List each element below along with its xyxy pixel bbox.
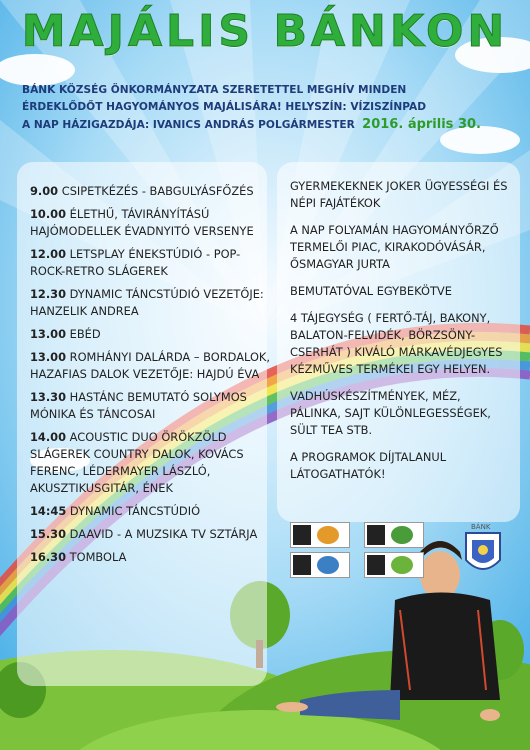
schedule-time: 16.30 <box>30 550 67 564</box>
schedule-item <box>30 549 270 566</box>
info-paragraph: BEMUTATÓVAL EGYBEKÖTVE <box>290 284 452 298</box>
bank-crest <box>466 533 500 569</box>
partner-logo <box>290 522 350 548</box>
schedule-text: ACOUSTIC DUO ÖRÖKZÖLD SLÁGEREK COUNTRY DALOK, KOVÁCS FERENC, LÉDERMAYER LÁSZLÓ, AKUSZTIKUSGITÁR, ÉNEK <box>30 430 244 495</box>
schedule-item <box>30 286 270 320</box>
schedule-text: TOMBOLA <box>69 550 127 564</box>
intro-line-1: BÁNK KÖZSÉG ÖNKORMÁNYZATA SZERETETTEL MEGHÍV MINDEN <box>22 84 407 96</box>
schedule-text: ÉLETHŰ, TÁVIRÁNYÍTÁSÚ HAJÓMODELLEK ÉVADNYITÓ VERSENYE <box>30 207 254 238</box>
schedule-time: 13.00 <box>30 350 67 364</box>
intro-line-2: ÉRDEKLŐDŐT HAGYOMÁNYOS MAJÁLISÁRA! HELYSZÍN: VÍZISZÍNPAD <box>22 101 427 113</box>
schedule-time: 12.30 <box>30 287 67 301</box>
host-text: A NAP HÁZIGAZDÁJA: IVANICS ANDRÁS POLGÁRMESTER <box>22 119 355 131</box>
schedule-text: EBÉD <box>69 327 101 341</box>
schedule-text: LETSPLAY ÉNEKSTÚDIÓ - POP-ROCK-RETRO SLÁGEREK <box>30 247 241 278</box>
partner-logo <box>364 522 424 548</box>
schedule-text: DYNAMIC TÁNCSTÚDIÓ VEZETŐJE: HANZELIK ANDREA <box>30 287 264 318</box>
page-title: MAJÁLIS BÁNKON <box>21 6 509 57</box>
schedule-time: 14.00 <box>30 430 67 444</box>
info-paragraph: 4 TÁJEGYSÉG ( FERTŐ-TÁJ, BAKONY, BALATON-FELVIDÉK, BÖRZSÖNY-CSERHÁT ) KIVÁLÓ MÁRKAVÉDJEGYES KÉZMŰVES TERMÉKEI EGY HELYEN. <box>290 311 503 376</box>
schedule-item <box>30 326 270 343</box>
schedule-time: 13.00 <box>30 327 67 341</box>
partner-logo <box>364 552 424 578</box>
schedule-time: 12.00 <box>30 247 67 261</box>
schedule-item <box>30 183 270 200</box>
schedule-time: 15.30 <box>30 527 67 541</box>
schedule-text: CSIPETKÉZÉS - BABGULYÁSFŐZÉS <box>61 184 254 198</box>
info-paragraph: VADHÚSKÉSZÍTMÉNYEK, MÉZ, PÁLINKA, SAJT KÜLÖNLEGESSÉGEK, SÜLT TEA STB. <box>290 389 491 437</box>
schedule-text: HASTÁNC BEMUTATÓ SOLYMOS MÓNIKA ÉS TÁNCOSAI <box>30 390 247 421</box>
schedule-time: 9.00 <box>30 184 59 198</box>
schedule-time: 10.00 <box>30 207 67 221</box>
schedule-item <box>30 503 270 520</box>
info-list <box>290 178 515 493</box>
event-date: 2016. április 30. <box>362 117 481 132</box>
schedule-time: 13.30 <box>30 390 67 404</box>
invitation-text <box>22 82 512 134</box>
intro-line-3 <box>22 116 512 134</box>
partner-logos <box>290 522 430 577</box>
schedule-text: ROMHÁNYI DALÁRDA – BORDALOK, HAZAFIAS DALOK VEZETŐJE: HAJDÚ ÉVA <box>30 350 271 381</box>
schedule-list <box>30 183 270 572</box>
schedule-item <box>30 246 270 280</box>
schedule-item <box>30 389 270 423</box>
schedule-time: 14:45 <box>30 504 67 518</box>
schedule-item <box>30 429 270 497</box>
schedule-text: DAAVID - A MUZSIKA TV SZTÁRJA <box>69 527 258 541</box>
info-paragraph: GYERMEKEKNEK JOKER ÜGYESSÉGI ÉS NÉPI FAJÁTÉKOK <box>290 179 508 210</box>
schedule-text: DYNAMIC TÁNCSTÚDIÓ <box>69 504 201 518</box>
crest-label: BÁNK <box>471 523 491 531</box>
schedule-item <box>30 349 270 383</box>
info-paragraph: A NAP FOLYAMÁN HAGYOMÁNYŐRZŐ TERMELŐI PIAC, KIRAKODÓVÁSÁR, ŐSMAGYAR JURTA <box>290 223 499 271</box>
schedule-item <box>30 526 270 543</box>
info-paragraph: A PROGRAMOK DÍJTALANUL LÁTOGATHATÓK! <box>290 450 447 481</box>
schedule-item <box>30 206 270 240</box>
partner-logo <box>290 552 350 578</box>
